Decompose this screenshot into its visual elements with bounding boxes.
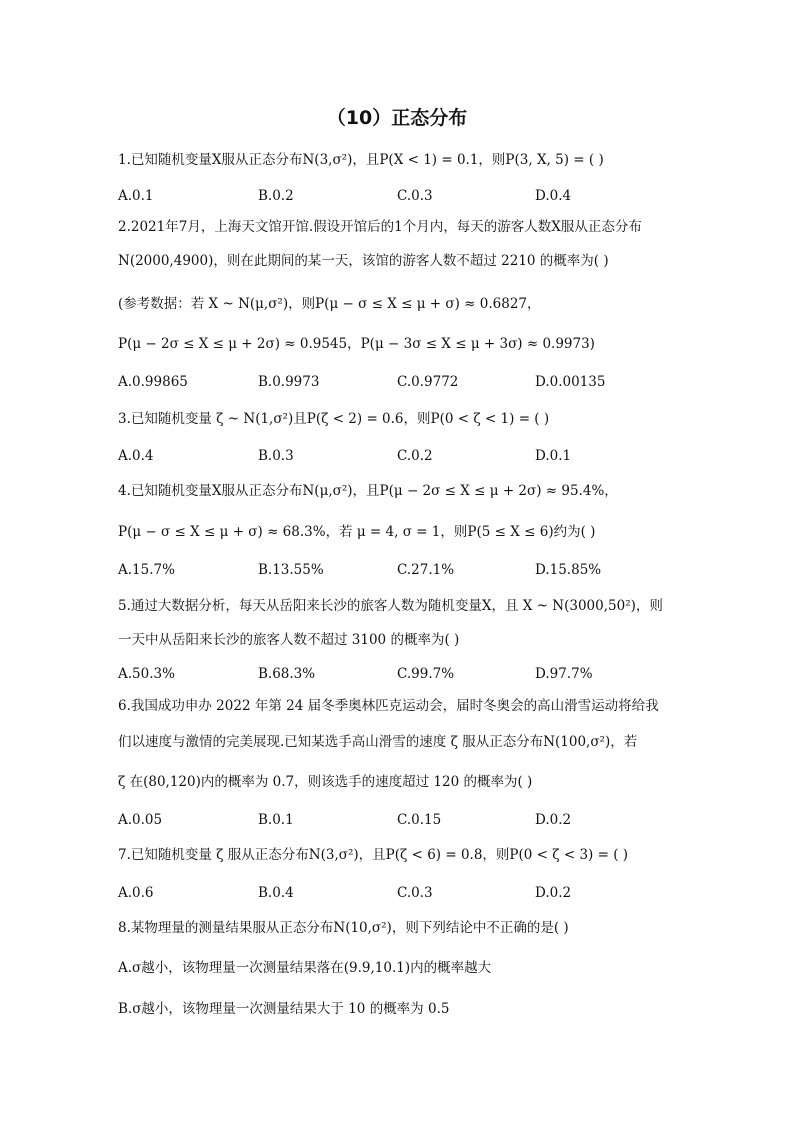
option-a: A.0.6 <box>118 885 154 901</box>
question-8-option-a: A.σ越小，该物理量一次测量结果落在(9.9,10.1)内的概率越大 <box>118 960 492 976</box>
question-2-reference-line-1: (参考数据：若 X ~ N(μ,σ²)，则P(μ − σ ≤ X ≤ μ + σ) ≈ 0.6827， <box>118 296 541 312</box>
option-d: D.0.00135 <box>535 374 606 390</box>
option-d: D.0.1 <box>535 448 572 464</box>
question-8-text: 8.某物理量的测量结果服从正态分布N(10,σ²)，则下列结论中不正确的是( ) <box>118 920 569 936</box>
option-a: A.50.3% <box>118 666 175 682</box>
question-8-option-b: B.σ越小，该物理量一次测量结果大于 10 的概率为 0.5 <box>118 1001 450 1017</box>
question-2-reference-line-2: P(μ − 2σ ≤ X ≤ μ + 2σ) ≈ 0.9545，P(μ − 3σ ≤ X ≤ μ + 3σ) ≈ 0.9973) <box>118 336 595 352</box>
question-1-text: 1.已知随机变量X服从正态分布N(3,σ²)，且P(X < 1) = 0.1，则P(3, X, 5) = ( ) <box>118 152 604 168</box>
option-b: B.0.1 <box>258 812 294 828</box>
option-c: C.0.3 <box>397 188 433 204</box>
option-a: A.15.7% <box>118 562 175 578</box>
option-b: B.0.2 <box>258 188 294 204</box>
question-5-text-line-1: 5.通过大数据分析，每天从岳阳来长沙的旅客人数为随机变量X，且 X ~ N(3000,50²)，则 <box>118 598 663 614</box>
option-d: D.97.7% <box>535 666 593 682</box>
option-d: D.0.2 <box>535 885 572 901</box>
option-c: C.27.1% <box>397 562 455 578</box>
question-4-text-line-1: 4.已知随机变量X服从正态分布N(μ,σ²)，且P(μ − 2σ ≤ X ≤ μ + 2σ) ≈ 95.4%， <box>118 483 618 499</box>
question-6-text-line-1: 6.我国成功申办 2022 年第 24 届冬季奥林匹克运动会，届时冬奥会的高山滑雪运动将给我 <box>118 698 659 714</box>
question-4-text-line-2: P(μ − σ ≤ X ≤ μ + σ) ≈ 68.3%，若 μ = 4, σ = 1，则P(5 ≤ X ≤ 6)约为( ) <box>118 524 596 540</box>
question-6-text-line-3: ζ 在(80,120)内的概率为 0.7，则该选手的速度超过 120 的概率为( ) <box>118 774 533 790</box>
option-b: B.0.9973 <box>258 374 320 390</box>
option-c: C.0.15 <box>397 812 442 828</box>
question-2-text-line-2: N(2000,4900)，则在此期间的某一天，该馆的游客人数不超过 2210 的概率为( ) <box>118 253 609 269</box>
option-d: D.15.85% <box>535 562 602 578</box>
option-c: C.99.7% <box>397 666 455 682</box>
option-b: B.13.55% <box>258 562 324 578</box>
option-b: B.68.3% <box>258 666 316 682</box>
question-5-text-line-2: 一天中从岳阳来长沙的旅客人数不超过 3100 的概率为( ) <box>118 632 460 648</box>
option-c: C.0.3 <box>397 885 433 901</box>
question-2-text-line-1: 2.2021年7月，上海天文馆开馆.假设开馆后的1个月内，每天的游客人数X服从正态分布 <box>118 219 642 235</box>
option-d: D.0.2 <box>535 812 572 828</box>
option-c: C.0.9772 <box>397 374 459 390</box>
option-a: A.0.1 <box>118 188 154 204</box>
page-title: （10）正态分布 <box>326 107 468 129</box>
question-7-text: 7.已知随机变量 ζ 服从正态分布N(3,σ²)，且P(ζ < 6) = 0.8，则P(0 < ζ < 3) = ( ) <box>118 847 629 863</box>
option-b: B.0.4 <box>258 885 294 901</box>
question-3-text: 3.已知随机变量 ζ ~ N(1,σ²)且P(ζ < 2) = 0.6，则P(0 < ζ < 1) = ( ) <box>118 411 550 427</box>
option-a: A.0.4 <box>118 448 154 464</box>
option-c: C.0.2 <box>397 448 433 464</box>
option-a: A.0.05 <box>118 812 163 828</box>
option-d: D.0.4 <box>535 188 572 204</box>
option-b: B.0.3 <box>258 448 294 464</box>
option-a: A.0.99865 <box>118 374 188 390</box>
question-6-text-line-2: 们以速度与激情的完美展现.已知某选手高山滑雪的速度 ζ 服从正态分布N(100,σ²)，若 <box>118 734 638 750</box>
